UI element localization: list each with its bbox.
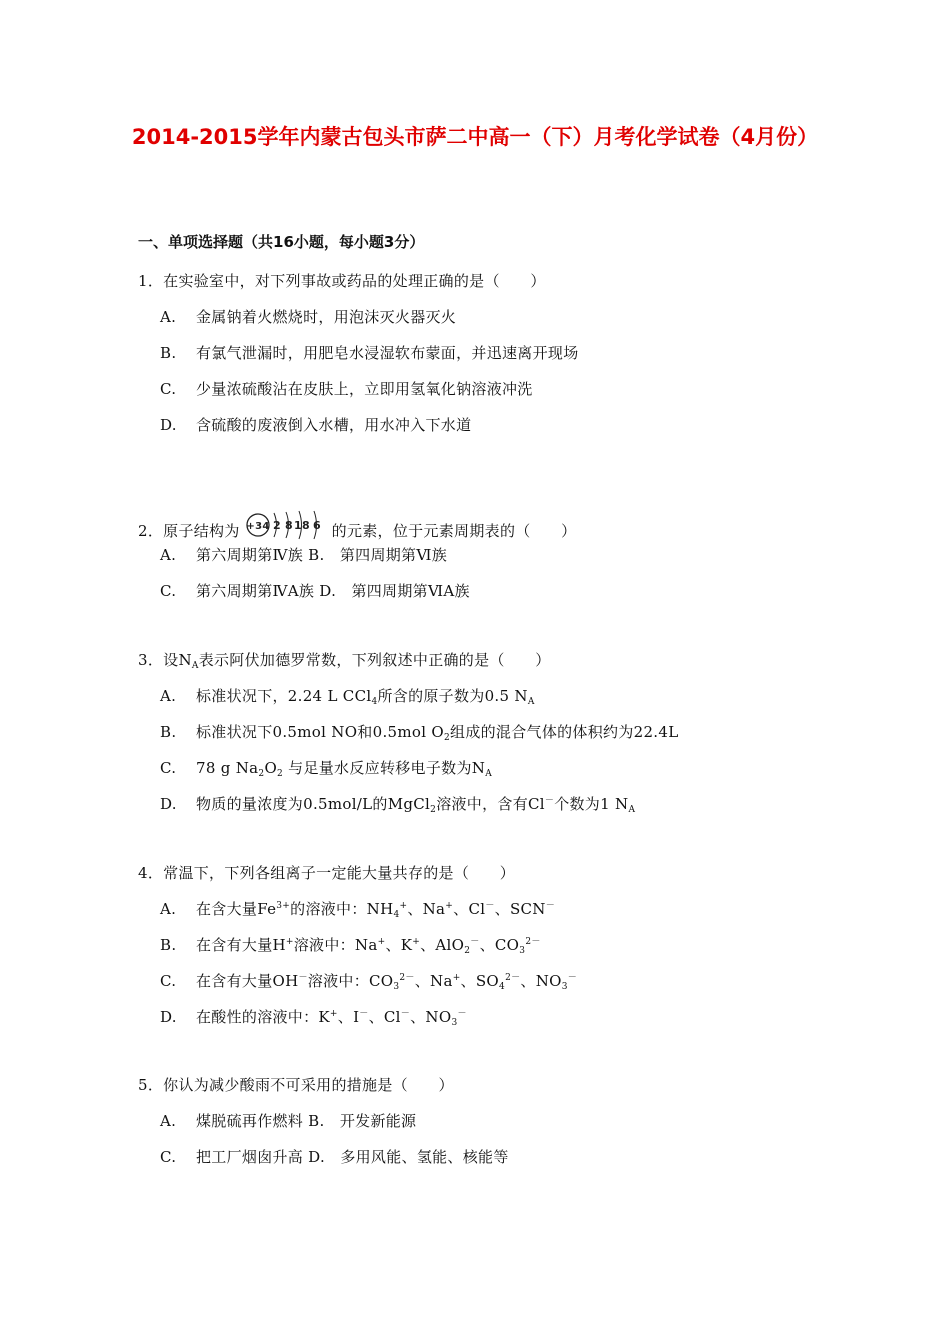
question-5-stem: 5．你认为减少酸雨不可采用的措施是（ ） — [138, 1076, 454, 1094]
question-3-stem: 3．设$N_A$表示阿伏加德罗常数，下列叙述中正确的是（ ） — [138, 651, 551, 671]
atom-shell-2: 8 — [284, 519, 293, 532]
question-2-stem: 2．原子结构为 +34 2 8 18 6 的元素，位于元素周期表的（ ） — [138, 508, 576, 542]
question-4-option-c: C. 在含有大量OH－溶液中：$CO_3^{2-}$、Na+、$SO_4^{2-}$、$NO_3^-$ — [160, 972, 578, 992]
atom-shell-4: 6 — [312, 519, 321, 532]
page-title: 2014-2015学年内蒙古包头市萨二中高一（下）月考化学试卷（4月份） — [131, 125, 819, 149]
question-1-option-b: B. 有氯气泄漏时，用肥皂水浸湿软布蒙面，并迅速离开现场 — [160, 344, 579, 362]
question-3-option-c: C. 78 g $Na_2O_2$ 与足量水反应转移电子数为$N_A$ — [160, 759, 492, 779]
atom-shell-3: 18 — [293, 519, 310, 532]
question-3-option-d: D. 物质的量浓度为0.5mol/L的MgCl$_2$溶液中，含有Cl－个数为1 $N_A$ — [160, 795, 636, 815]
question-2-option-ab: A. 第六周期第Ⅳ族 B. 第四周期第Ⅵ族 — [160, 546, 448, 564]
section-heading: 一、单项选择题（共16小题，每小题3分） — [138, 233, 425, 251]
question-5-option-cd: C. 把工厂烟囱升高 D. 多用风能、氢能、核能等 — [160, 1148, 509, 1166]
atom-structure-diagram — [244, 508, 326, 542]
question-4-stem: 4．常温下，下列各组离子一定能大量共存的是（ ） — [138, 864, 516, 882]
question-1-stem: 1．在实验室中，对下列事故或药品的处理正确的是（ ） — [138, 272, 546, 290]
question-3-option-a: A. 标准状况下，2.24 L CCl$_4$所含的原子数为0.5 $N_A$ — [160, 687, 535, 707]
question-4-option-b: B. 在含有大量H+溶液中：Na+、K+、AlO$_2$－、$CO_3^{2-}$ — [160, 936, 541, 956]
question-4-option-a: A. 在含大量$Fe^{3+}$的溶液中：$NH_4^+$、Na+、Cl－、SCN－ — [160, 900, 556, 920]
question-1-option-c: C. 少量浓硫酸沾在皮肤上，立即用氢氧化钠溶液冲洗 — [160, 380, 533, 398]
question-1-option-a: A. 金属钠着火燃烧时，用泡沫灭火器灭火 — [160, 308, 457, 326]
atom-shell-1: 2 — [272, 519, 281, 532]
question-3-option-b: B. 标准状况下0.5mol NO和0.5mol $O_2$组成的混合气体的体积约为22.4L — [160, 723, 679, 743]
atom-nucleus-label: +34 — [246, 521, 270, 532]
question-2-option-cd: C. 第六周期第ⅣA族 D. 第四周期第ⅥA族 — [160, 582, 470, 600]
question-4-option-d: D. 在酸性的溶液中：K+、I－、Cl－、$NO_3^-$ — [160, 1008, 467, 1028]
question-1-option-d: D. 含硫酸的废液倒入水槽，用水冲入下水道 — [160, 416, 472, 434]
question-5-option-ab: A. 煤脱硫再作燃料 B. 开发新能源 — [160, 1112, 417, 1130]
